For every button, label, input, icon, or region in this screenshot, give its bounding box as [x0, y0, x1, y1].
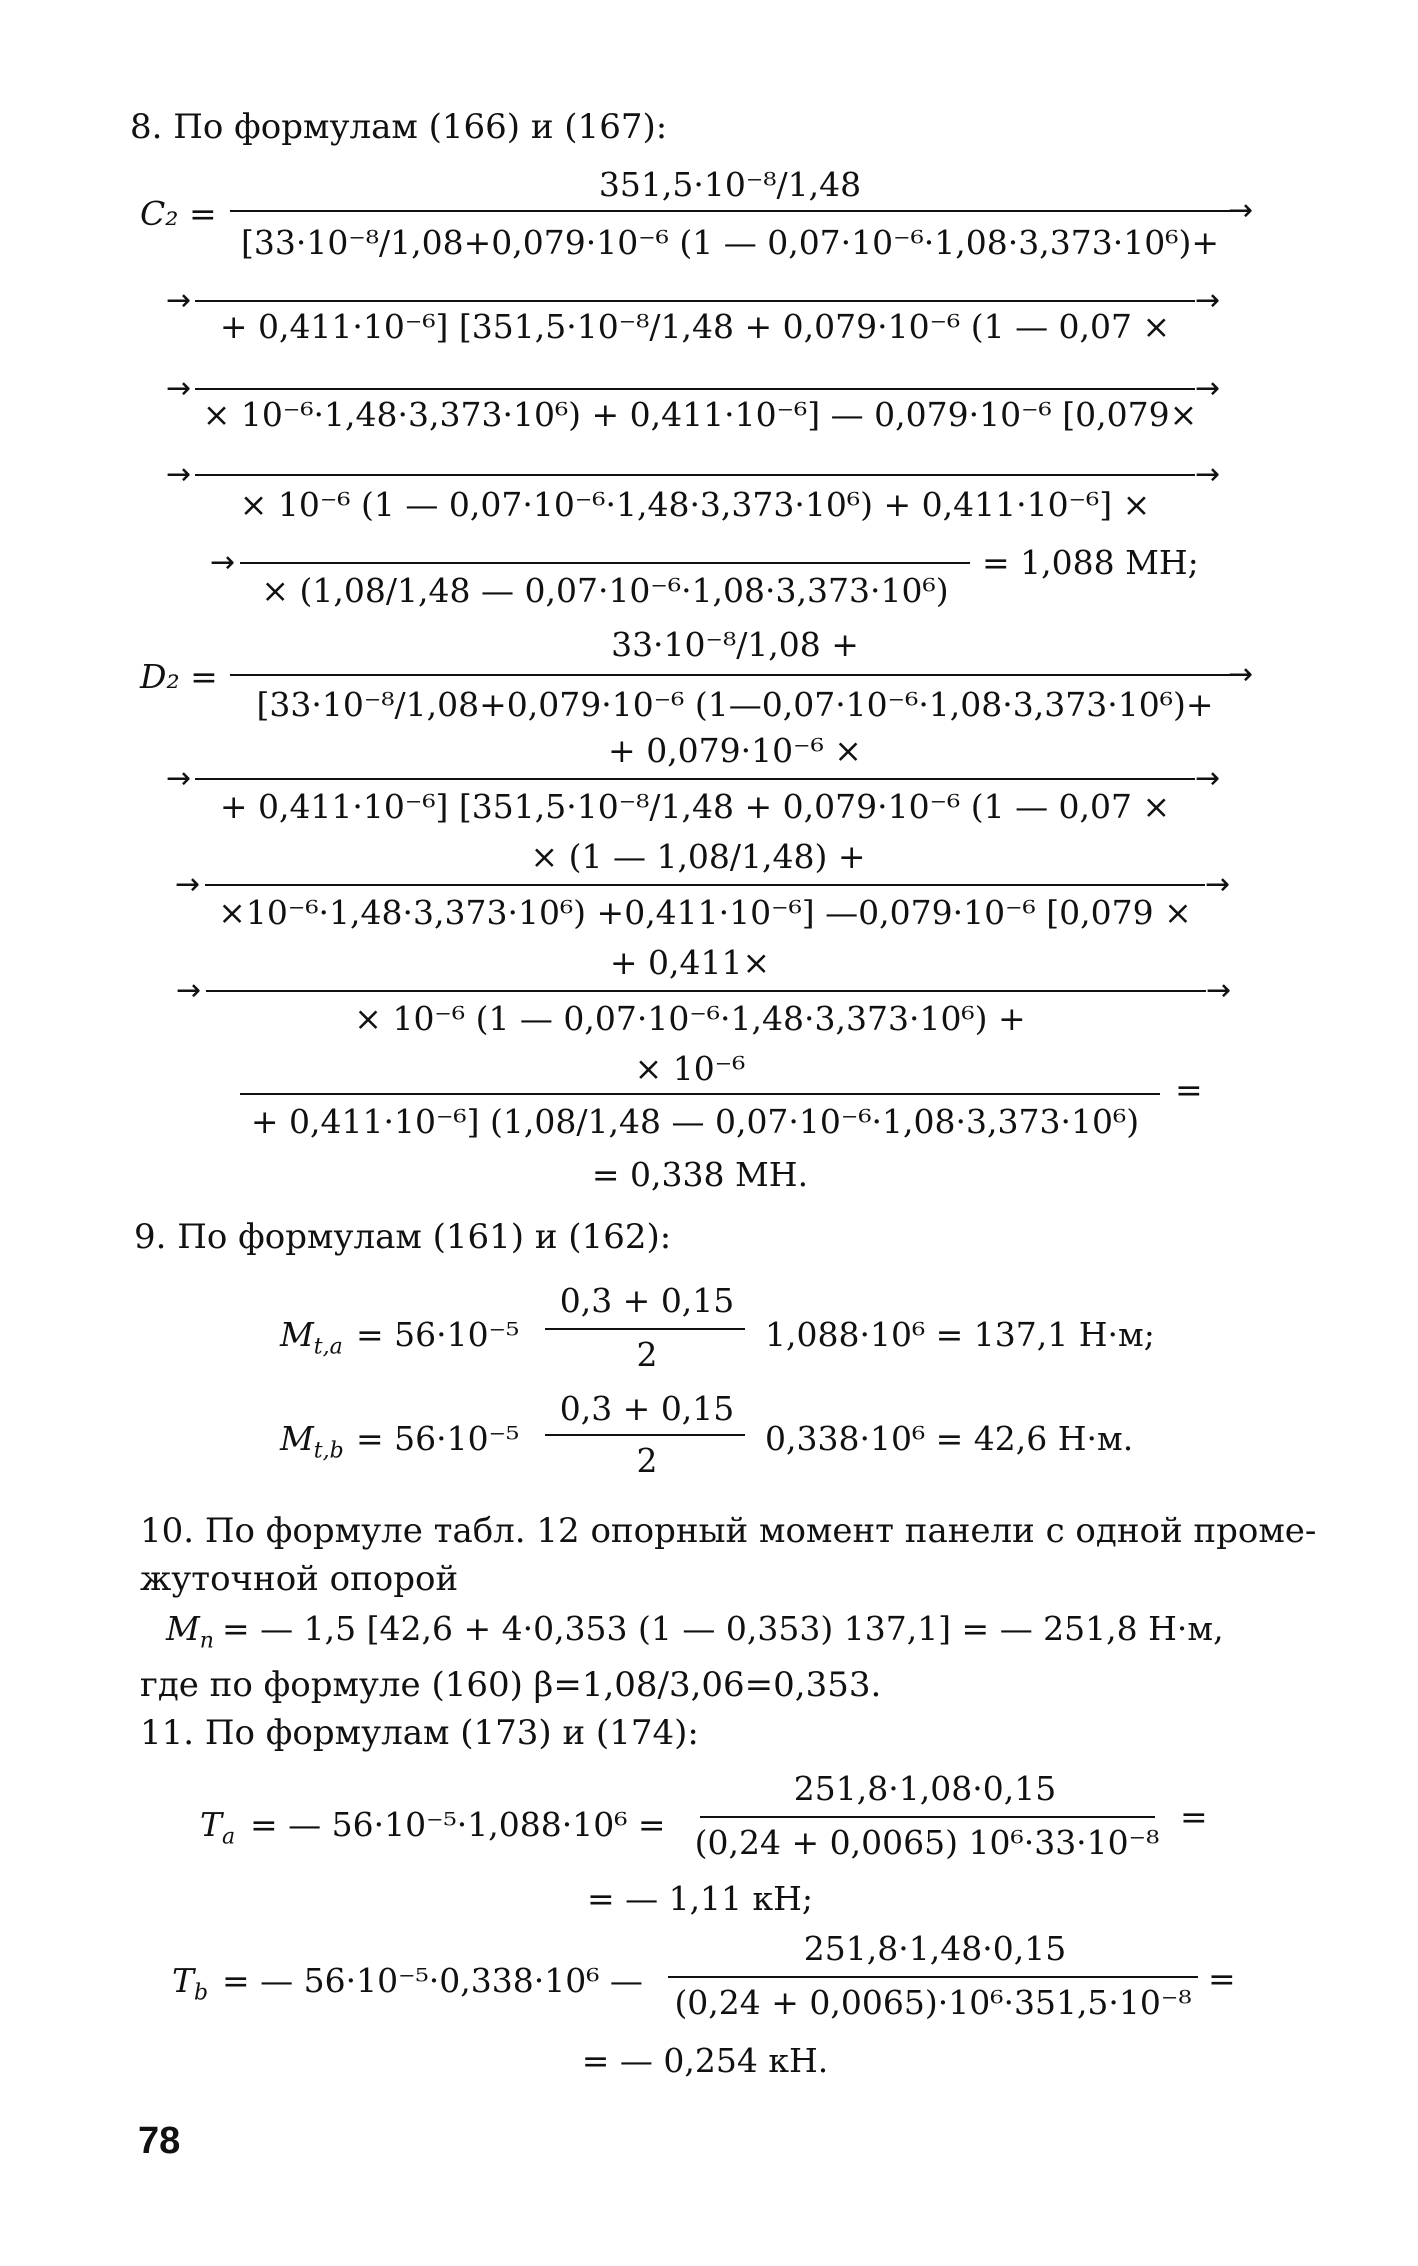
c2-denominator-line-1: [33·10⁻⁸/1,08+0,079·10⁻⁶ (1 — 0,07·10⁻⁶·1,08·3,373·10⁶)+ — [241, 223, 1219, 262]
d2-numerator-5: × 10⁻⁶ — [634, 1049, 746, 1088]
section-10-line-2: жуточной опорой — [140, 1559, 459, 1599]
d2-result: = 0,338 МН. — [591, 1155, 809, 1194]
mtb-numerator: 0,3 + 0,15 — [559, 1389, 735, 1428]
d2-label: D₂ = — [140, 657, 218, 696]
mta-result: 1,088·10⁶ = 137,1 Н·м; — [765, 1315, 1155, 1354]
mtb-denominator: 2 — [636, 1441, 658, 1480]
mtb-label: $M_{t,b}$ — [280, 1419, 344, 1464]
fraction-bar — [195, 474, 1195, 476]
fraction-bar — [700, 1816, 1155, 1818]
continuation-arrow: → — [210, 545, 236, 580]
ta-numerator: 251,8·1,08·0,15 — [793, 1769, 1057, 1808]
mtb-prefix: = 56·10⁻⁵ — [356, 1419, 520, 1458]
beta-note: где по формуле (160) β=1,08/3,06=0,353. — [140, 1665, 882, 1705]
mta-denominator: 2 — [636, 1335, 658, 1374]
d2-denominator-4: × 10⁻⁶ (1 — 0,07·10⁻⁶·1,48·3,373·10⁶) + — [354, 999, 1026, 1038]
fraction-bar — [195, 388, 1195, 390]
ta-label: $T_a$ — [200, 1805, 236, 1850]
fraction-bar — [205, 884, 1205, 886]
fraction-bar — [240, 1093, 1160, 1095]
ta-equals: = — [1180, 1797, 1208, 1836]
continuation-arrow: → — [166, 371, 192, 406]
mtb-result: 0,338·10⁶ = 42,6 Н·м. — [765, 1419, 1134, 1458]
tb-denominator: (0,24 + 0,0065)·10⁶·351,5·10⁻⁸ — [674, 1983, 1192, 2022]
tb-label: $T_b$ — [172, 1961, 209, 2006]
continuation-arrow: → — [166, 761, 192, 796]
mta-numerator: 0,3 + 0,15 — [559, 1281, 735, 1320]
fraction-bar — [230, 210, 1230, 212]
tb-result: = — 0,254 кН. — [581, 2041, 829, 2080]
fraction-bar — [668, 1976, 1198, 1978]
fraction-bar — [206, 990, 1206, 992]
c2-denominator-line-2: + 0,411·10⁻⁶] [351,5·10⁻⁸/1,48 + 0,079·10⁻⁶ (1 — 0,07 × — [219, 307, 1171, 346]
c2-denominator-line-5: × (1,08/1,48 — 0,07·10⁻⁶·1,08·3,373·10⁶) — [261, 571, 949, 610]
continuation-arrow: → — [1205, 867, 1231, 902]
mta-label: $M_{t,a}$ — [280, 1315, 343, 1360]
section-11-heading: 11. По формулам (173) и (174): — [140, 1713, 699, 1753]
d2-denominator-2: + 0,411·10⁻⁶] [351,5·10⁻⁸/1,48 + 0,079·10⁻⁶ (1 — 0,07 × — [219, 787, 1171, 826]
c2-label: C₂ = — [140, 194, 217, 233]
section-8-heading: 8. По формулам (166) и (167): — [130, 107, 668, 147]
mp-equation: = — 1,5 [42,6 + 4·0,353 (1 — 0,353) 137,1] = — 251,8 Н·м, — [222, 1609, 1224, 1648]
continuation-arrow: → — [1228, 657, 1254, 692]
d2-numerator-3: × (1 — 1,08/1,48) + — [530, 837, 866, 876]
tb-equals: = — [1208, 1959, 1236, 1998]
d2-denominator-5: + 0,411·10⁻⁶] (1,08/1,48 — 0,07·10⁻⁶·1,08·3,373·10⁶) — [250, 1102, 1140, 1141]
c2-numerator: 351,5·10⁻⁸/1,48 — [598, 165, 862, 204]
fraction-bar — [240, 562, 970, 564]
tb-prefix: = — 56·10⁻⁵·0,338·10⁶ — — [222, 1961, 643, 2000]
c2-result: = 1,088 МН; — [982, 543, 1199, 582]
continuation-arrow: → — [1228, 193, 1254, 228]
continuation-arrow: → — [1195, 283, 1221, 318]
fraction-bar — [545, 1328, 745, 1330]
continuation-arrow: → — [176, 973, 202, 1008]
d2-equals: = — [1175, 1070, 1203, 1109]
ta-result: = — 1,11 кН; — [586, 1879, 814, 1918]
d2-numerator-4: + 0,411× — [609, 943, 771, 982]
ta-denominator: (0,24 + 0,0065) 10⁶·33·10⁻⁸ — [694, 1823, 1160, 1862]
continuation-arrow: → — [166, 283, 192, 318]
continuation-arrow: → — [1206, 973, 1232, 1008]
fraction-bar — [230, 674, 1230, 676]
tb-numerator: 251,8·1,48·0,15 — [803, 1929, 1067, 1968]
mta-prefix: = 56·10⁻⁵ — [356, 1315, 520, 1354]
c2-denominator-line-4: × 10⁻⁶ (1 — 0,07·10⁻⁶·1,48·3,373·10⁶) + 0,411·10⁻⁶] × — [239, 485, 1151, 524]
continuation-arrow: → — [1195, 371, 1221, 406]
continuation-arrow: → — [175, 867, 201, 902]
mp-label: $M_п$ — [166, 1609, 214, 1654]
c2-denominator-line-3: × 10⁻⁶·1,48·3,373·10⁶) + 0,411·10⁻⁶] — 0,079·10⁻⁶ [0,079× — [202, 395, 1198, 434]
fraction-bar — [195, 300, 1195, 302]
d2-denominator-1: [33·10⁻⁸/1,08+0,079·10⁻⁶ (1—0,07·10⁻⁶·1,08·3,373·10⁶)+ — [256, 685, 1214, 724]
section-9-heading: 9. По формулам (161) и (162): — [134, 1217, 672, 1257]
d2-denominator-3: ×10⁻⁶·1,48·3,373·10⁶) +0,411·10⁻⁶] —0,079·10⁻⁶ [0,079 × — [218, 893, 1192, 932]
continuation-arrow: → — [166, 457, 192, 492]
d2-numerator-2: + 0,079·10⁻⁶ × — [608, 731, 862, 770]
d2-numerator-1: 33·10⁻⁸/1,08 + — [611, 625, 859, 664]
page-number: 78 — [138, 2120, 181, 2162]
continuation-arrow: → — [1195, 457, 1221, 492]
fraction-bar — [195, 778, 1195, 780]
fraction-bar — [545, 1434, 745, 1436]
section-10-line-1: 10. По формуле табл. 12 опорный момент панели с одной проме- — [140, 1511, 1317, 1551]
continuation-arrow: → — [1195, 761, 1221, 796]
ta-prefix: = — 56·10⁻⁵·1,088·10⁶ = — [250, 1805, 666, 1844]
